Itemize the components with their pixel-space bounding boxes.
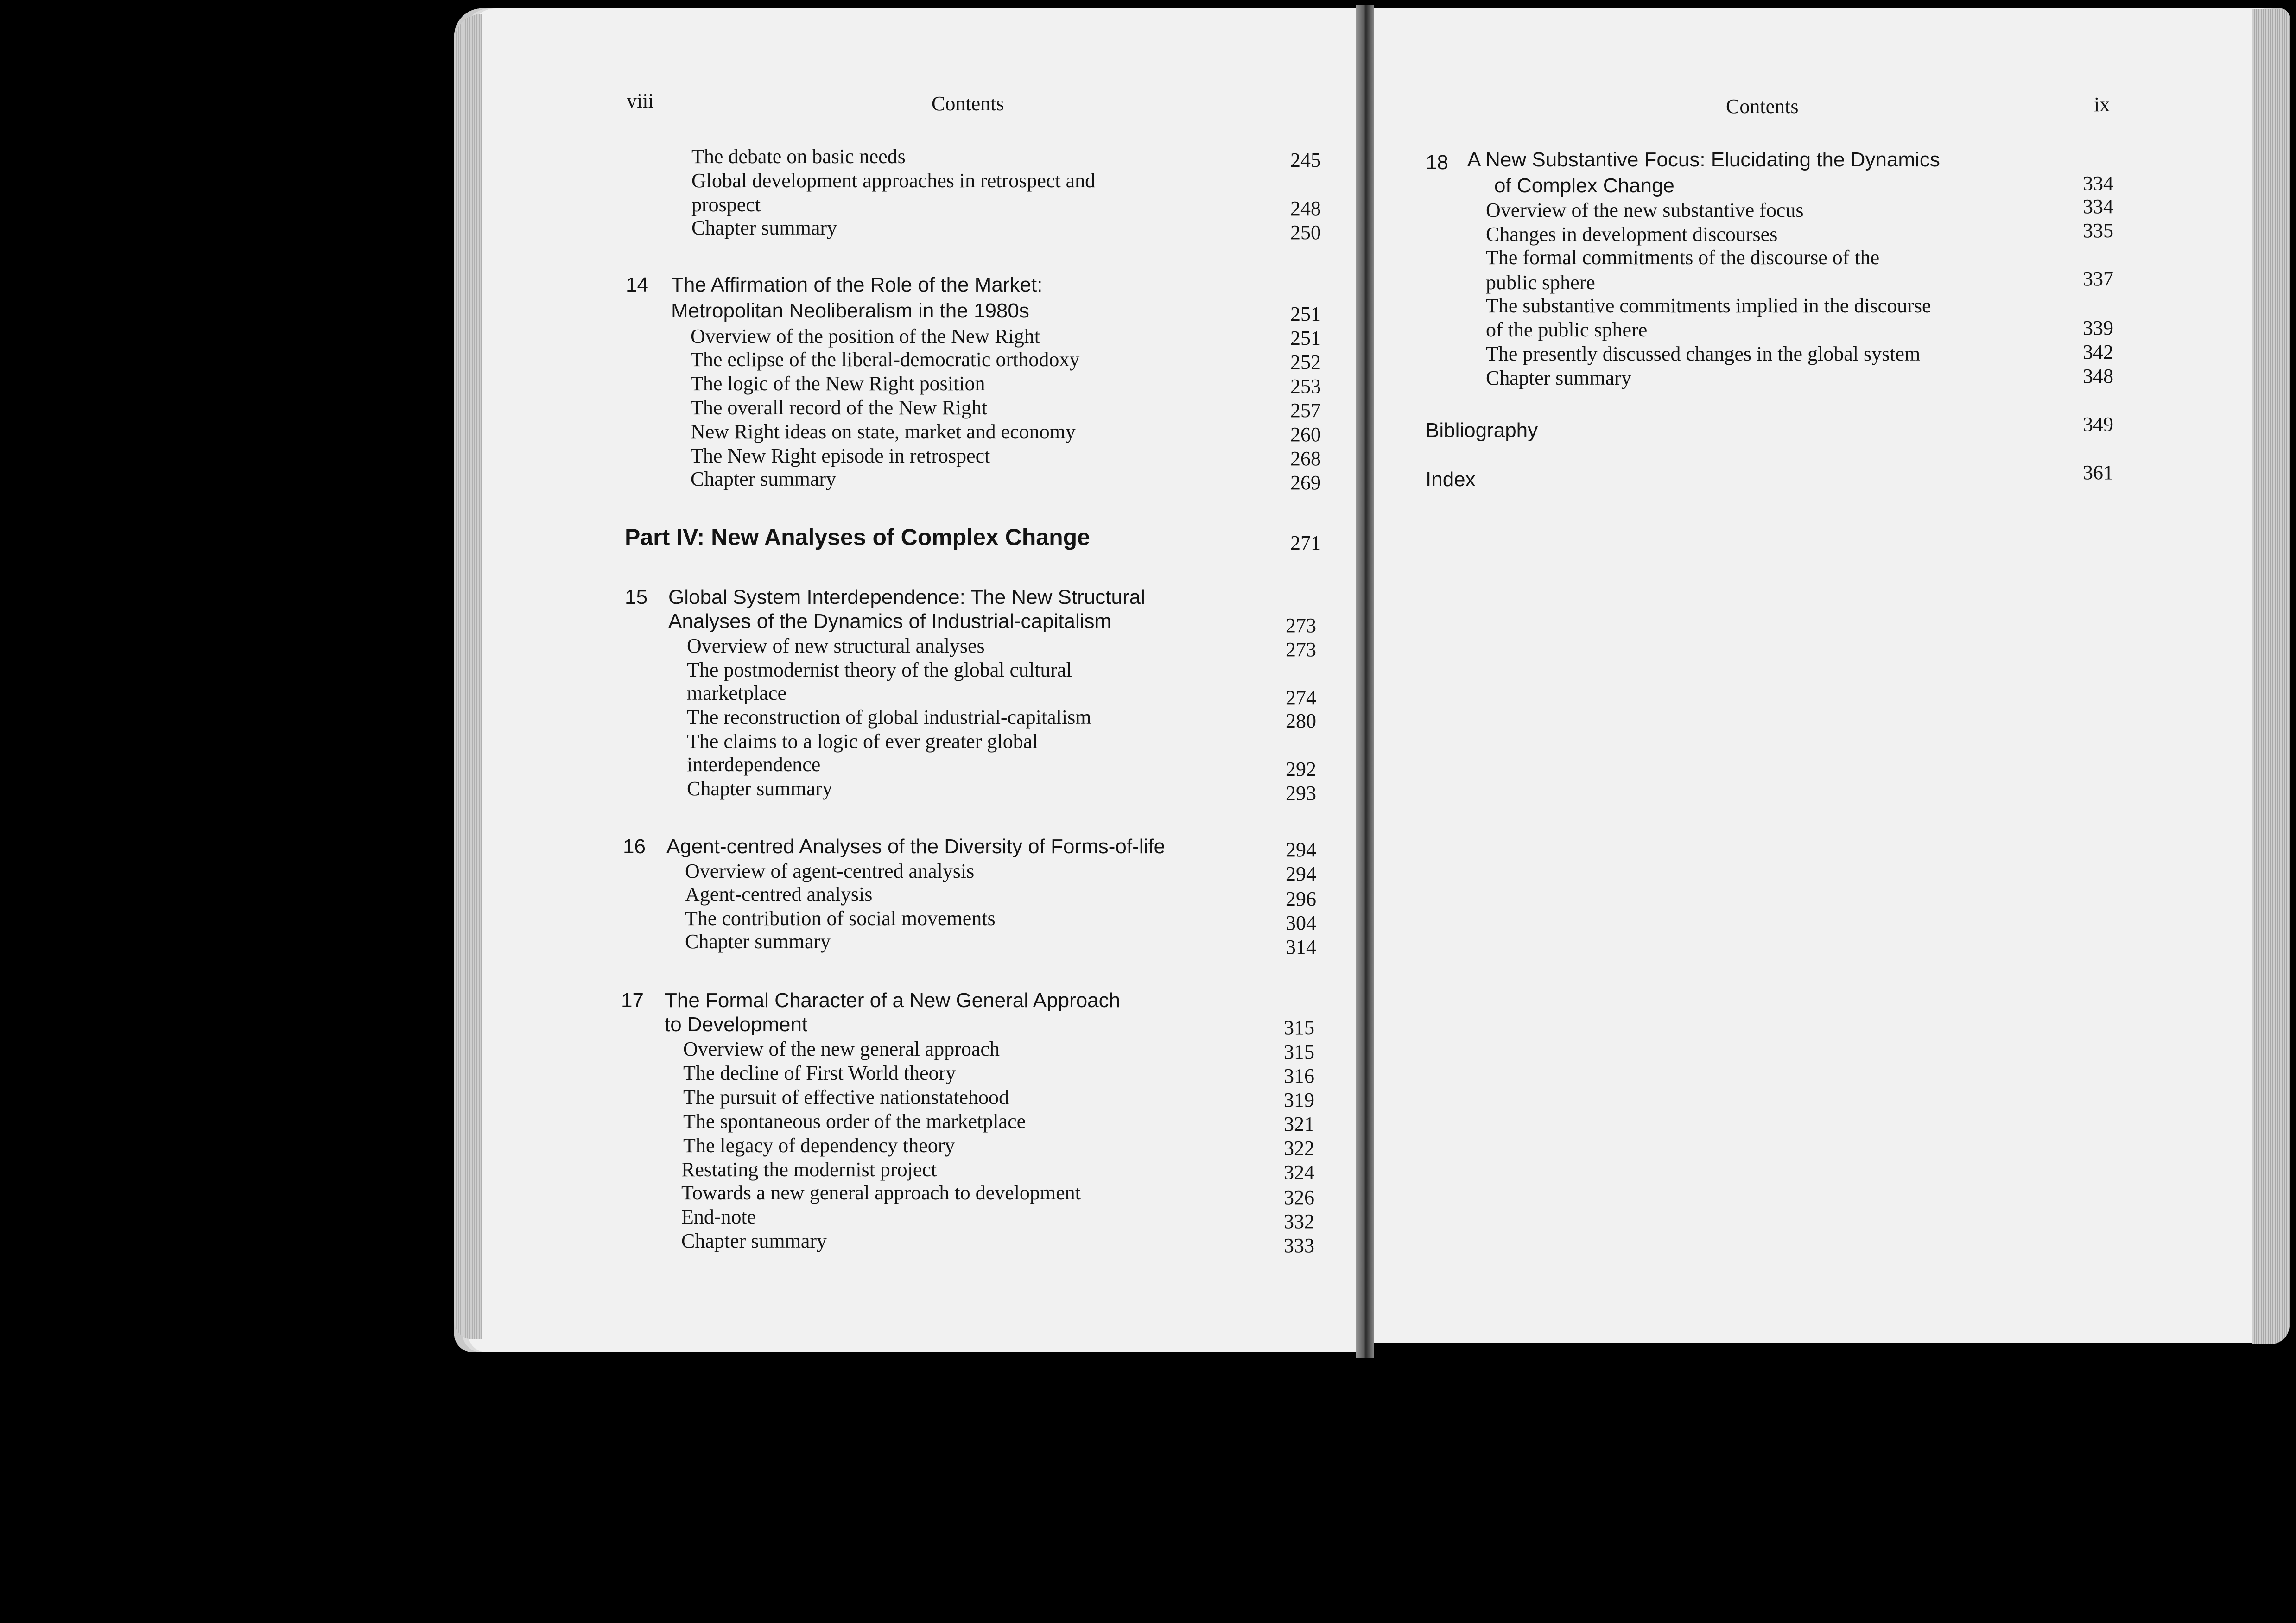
chapter-title: Metropolitan Neoliberalism in the 1980s [671,299,1029,322]
chapter-title: A New Substantive Focus: Elucidating the Dynamics [1467,148,1940,171]
toc-page-number: 342 [2083,341,2113,363]
toc-page-number: 332 [1284,1210,1314,1233]
toc-entry: Chapter summary [691,216,837,239]
toc-page-number: 349 [2083,413,2113,436]
bibliography-entry: Bibliography [1426,419,1538,442]
toc-entry: The overall record of the New Right [691,396,988,419]
left-page-edge [454,14,482,1339]
toc-page-number: 316 [1284,1065,1314,1087]
toc-page-number: 293 [1286,782,1316,805]
toc-entry: Global development approaches in retrospect and [691,169,1096,192]
toc-page-number: 245 [1290,149,1321,171]
toc-page-number: 322 [1284,1137,1314,1160]
toc-page-number: 280 [1286,710,1316,732]
toc-page-number: 315 [1284,1040,1314,1063]
chapter-title: Agent-centred Analyses of the Diversity of Forms-of-life [666,835,1165,858]
toc-entry: The formal commitments of the discourse of the [1486,246,1880,269]
toc-page-number: 251 [1290,327,1321,349]
toc-entry: The logic of the New Right position [691,372,985,395]
toc-entry: The New Right episode in retrospect [691,444,990,467]
index-entry: Index [1426,468,1476,491]
toc-entry: The eclipse of the liberal-democratic orthodoxy [691,348,1080,371]
toc-page-number: 273 [1286,638,1316,661]
toc-entry: Towards a new general approach to development [681,1181,1081,1204]
chapter-title: of Complex Change [1494,174,1674,197]
toc-entry: Overview of the position of the New Right [691,325,1040,348]
toc-entry: Chapter summary [1486,367,1632,389]
toc-entry: The contribution of social movements [685,907,996,930]
chapter-number: 14 [626,273,648,296]
toc-entry: Agent-centred analysis [685,883,873,906]
toc-page-number: 250 [1290,221,1321,244]
toc-page-number: 348 [2083,365,2113,387]
toc-page-number: 337 [2083,267,2113,290]
toc-entry: The pursuit of effective nationstatehood [683,1086,1009,1109]
toc-entry: Overview of the new substantive focus [1486,199,1804,222]
toc-page-number: 294 [1286,862,1316,885]
toc-page-number: 324 [1284,1161,1314,1184]
chapter-number: 15 [625,586,647,609]
toc-page-number: 274 [1286,686,1316,709]
toc-entry: Chapter summary [685,930,831,953]
toc-entry: prospect [691,193,761,216]
toc-entry: New Right ideas on state, market and economy [691,420,1076,443]
toc-entry: Changes in development discourses [1486,223,1778,246]
toc-entry: The claims to a logic of ever greater global [687,730,1038,753]
running-head: Contents [932,92,1004,115]
toc-page-number: 361 [2083,461,2113,484]
toc-entry: The presently discussed changes in the global system [1486,342,1921,365]
right-page-edge [2252,9,2290,1344]
toc-page-number: 339 [2083,317,2113,339]
toc-page-number: 333 [1284,1234,1314,1257]
chapter-title: to Development [665,1013,808,1036]
toc-page-number: 292 [1286,758,1316,780]
toc-page-number: 252 [1290,351,1321,374]
toc-page-number: 334 [2083,195,2113,218]
toc-page-number: 251 [1290,303,1321,325]
toc-entry: public sphere [1486,271,1595,294]
toc-entry: interdependence [687,753,821,776]
toc-page-number: 253 [1290,375,1321,398]
toc-page-number: 296 [1286,888,1316,910]
toc-page-number: 334 [2083,172,2113,195]
toc-entry: The reconstruction of global industrial-capitalism [687,706,1091,729]
toc-entry: The legacy of dependency theory [683,1134,955,1157]
chapter-number: 18 [1426,151,1448,174]
toc-page-number: 304 [1286,912,1316,934]
chapter-number: 16 [623,835,646,858]
toc-entry: The decline of First World theory [683,1062,956,1084]
chapter-title: The Formal Character of a New General Approach [665,989,1121,1012]
toc-page-number: 294 [1286,838,1316,861]
toc-entry: Overview of the new general approach [683,1038,1000,1060]
toc-entry: The substantive commitments implied in the discourse [1486,294,1931,317]
toc-entry: Chapter summary [687,777,833,800]
chapter-title: Global System Interdependence: The New Structural [668,586,1145,609]
toc-page-number: 273 [1286,614,1316,637]
toc-page-number: 319 [1284,1089,1314,1111]
toc-page-number: 314 [1286,936,1316,958]
toc-entry: The spontaneous order of the marketplace [683,1110,1026,1133]
toc-page-number: 260 [1290,423,1321,446]
toc-page-number: 326 [1284,1186,1314,1209]
toc-entry: Restating the modernist project [681,1158,937,1181]
part-heading: Part IV: New Analyses of Complex Change [625,524,1090,550]
toc-entry: End-note [681,1205,756,1228]
page-folio: ix [2094,93,2110,116]
running-head: Contents [1726,95,1799,118]
toc-entry: marketplace [687,682,786,704]
book-gutter [1356,5,1374,1358]
toc-entry: of the public sphere [1486,318,1648,341]
toc-entry: Overview of new structural analyses [687,634,985,657]
toc-page-number: 269 [1290,471,1321,494]
chapter-number: 17 [621,989,644,1012]
toc-entry: Chapter summary [681,1230,827,1252]
toc-entry: Overview of agent-centred analysis [685,860,975,882]
toc-page-number: 257 [1290,399,1321,422]
toc-entry: Chapter summary [691,468,837,490]
chapter-title: The Affirmation of the Role of the Market: [671,273,1043,296]
toc-page-number: 248 [1290,197,1321,220]
toc-page-number: 321 [1284,1113,1314,1135]
toc-entry: The debate on basic needs [691,145,906,168]
toc-page-number: 335 [2083,219,2113,242]
toc-page-number: 268 [1290,447,1321,470]
page-folio: viii [627,89,654,112]
toc-page-number: 315 [1284,1016,1314,1039]
toc-entry: The postmodernist theory of the global cultural [687,659,1072,681]
toc-page-number: 271 [1290,532,1321,554]
chapter-title: Analyses of the Dynamics of Industrial-capitalism [668,610,1112,633]
